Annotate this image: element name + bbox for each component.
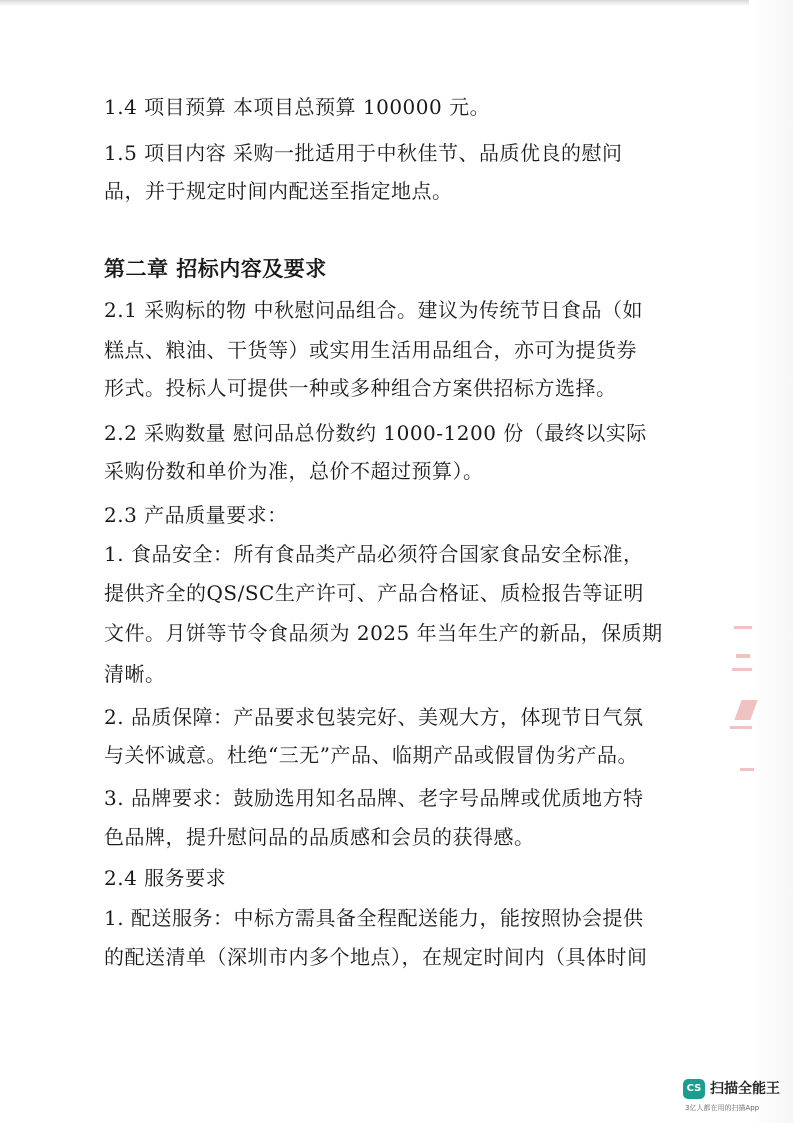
- text-line: 1. 配送服务：中标方需具备全程配送能力，能按照协会提供: [104, 906, 644, 930]
- text-line: 2. 品质保障：产品要求包装完好、美观大方，体现节日气氛: [104, 705, 644, 729]
- text-line: 品，并于规定时间内配送至指定地点。: [104, 179, 453, 203]
- text-line: 3. 品牌要求：鼓励选用知名品牌、老字号品牌或优质地方特: [104, 786, 644, 810]
- watermark-app-name: 扫描全能王: [710, 1081, 780, 1097]
- text-line: 清晰。: [104, 662, 166, 686]
- scan-right-edge: [749, 0, 793, 1123]
- camscanner-watermark: [683, 1076, 783, 1116]
- text-line: 采购份数和单价为准，总价不超过预算）。: [104, 459, 484, 483]
- text-line-quantity: 2.2 采购数量 慰问品总份数约 1000-1200 份（最终以实际: [104, 421, 647, 445]
- text-line: 的配送清单（深圳市内多个地点），在规定时间内（具体时间: [104, 945, 648, 969]
- text-line: 糕点、粮油、干货等）或实用生活用品组合，亦可为提货券: [104, 338, 637, 362]
- text-line: 形式。投标人可提供一种或多种组合方案供招标方选择。: [104, 376, 617, 400]
- text-line-service: 2.4 服务要求: [104, 866, 227, 890]
- text-line: 与关怀诚意。杜绝“三无”产品、临期产品或假冒伪劣产品。: [104, 743, 638, 767]
- watermark-tagline: 3亿人都在用的扫描App: [685, 1104, 760, 1112]
- text-line: 文件。月饼等节令食品须为 2025 年当年生产的新品，保质期: [104, 621, 663, 645]
- scan-top-edge: [0, 0, 793, 6]
- text-line: 提供齐全的QS/SC生产许可、产品合格证、质检报告等证明: [104, 581, 644, 605]
- camscanner-logo-icon: CS: [683, 1079, 705, 1099]
- text-line: 色品牌，提升慰问品的品质感和会员的获得感。: [104, 825, 535, 849]
- text-line-budget: 1.4 项目预算 本项目总预算 100000 元。: [104, 95, 491, 119]
- chapter-heading: 第二章 招标内容及要求: [104, 257, 327, 281]
- text-line-content: 1.5 项目内容 采购一批适用于中秋佳节、品质优良的慰问: [104, 141, 623, 165]
- seal-stamp-fragment: [726, 620, 756, 780]
- text-line: 1. 食品安全：所有食品类产品必须符合国家食品安全标准，: [104, 542, 644, 566]
- text-line-subject: 2.1 采购标的物 中秋慰问品组合。建议为传统节日食品（如: [104, 298, 644, 322]
- text-line-quality: 2.3 产品质量要求：: [104, 503, 288, 527]
